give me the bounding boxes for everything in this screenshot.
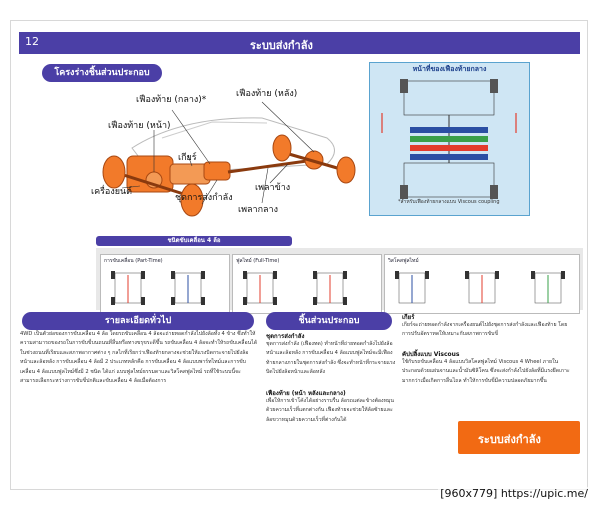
label-transfer: ชุดการส่งกำลัง xyxy=(175,193,233,203)
general-body: 4WD เป็นตัวย่อของการขับเคลื่อน 4 ล้อ โดยรถขับเคลื่อน 4 ล้อจะถ่ายทอดกำลังไปยังล้อทั้ง 4 ข้าง ซึ่งทำให้ความสามารถของรถในการขับขี่บนถนนที่ลื่นหรือทางขรุขระดีขึ้น รถขับเคลื่อน 4 ล้อจะทำให้รถขับเคลื่อนได้ในช่วงถนนที่เรียบและสภาพอากาศต่าง ๆ กลไกที่เรียกว่าเฟืองท้ายกลางจะช่วยให้แรงบิดกระจายไปยังล้อหน้าและล้อหลัง การขับเคลื่อน 4 ล้อมี 2 ประเภทหลักคือ การขับเคลื่อน 4 ล้อแบบพาร์ทไทม์และการขับเคลื่อน 4 ล้อแบบฟูลไทม์ซึ่งมี 2 ชนิด ได้แก่ แบบฟูลไทม์ธรรมดาและวิสโคสฟูลไทม์ รถที่ใช้ระบบนี้จะสามารถเลือกระหว่างการขับขี่ปกติและขับเคลื่อน 4 ล้อเมื่อต้องการ xyxy=(20,331,258,385)
transfer-heading: ชุดการส่งกำลัง xyxy=(266,333,305,340)
center-diff-diagram xyxy=(369,62,530,216)
types-panel xyxy=(96,248,583,310)
gear-body: เกียร์จะถ่ายทอดกำลังจากเครื่องยนต์ไปยังชุดการส่งกำลังและเฟืองท้าย โดยการปรับอัตราทดให้เหมาะกับสภาพการขับขี่ xyxy=(402,322,568,338)
coupling-heading: คัปปลิ้งแบบ Viscous xyxy=(402,351,460,358)
coupling-body: ใช้กับรถขับเคลื่อน 4 ล้อแบบวิสโคสฟูลไทม์ Viscous 4 Wheel ภายในประกอบด้วยแผ่นจานและน้ำมันซิลิโคน ซึ่งจะส่งกำลังไปยังล้อที่มีแรงยึดเกาะมากกว่าเมื่อเกิดการลื่นไถล ทำให้การขับขี่มีความปลอดภัยมากขึ้น xyxy=(402,359,570,384)
label-rear-diff: เฟืองท้าย (หลัง) xyxy=(236,89,298,99)
general-section-title: รายละเอียดทั่วไป xyxy=(22,312,254,330)
types-section-title: ชนิดขับเคลื่อน 4 ล้อ xyxy=(96,236,292,246)
type-card-part-time-label: การขับเคลื่อน (Part-Time) xyxy=(104,258,163,264)
label-side-shaft: เพลาข้าง xyxy=(255,183,291,193)
diff-heading: เฟืองท้าย (หน้า หลังและกลาง) xyxy=(266,390,346,397)
watermark: [960x779] https://upic.me/ xyxy=(440,487,588,500)
transfer-body: ชุดการส่งกำลัง (เฟืองทด) ทำหน้าที่ถ่ายทอดกำลังไปยังล้อหน้าและล้อหลัง การขับเคลื่อน 4 ล้อแบบฟูลไทม์จะมีเฟืองท้ายกลางภายในชุดการส่งกำลัง ซึ่งจะทำหน้าที่กระจายแรงบิดไปยังล้อหน้าและล้อหลัง xyxy=(266,341,396,376)
chassis-section-title: โครงร่างชิ้นส่วนประกอบ xyxy=(42,64,162,82)
diagram-title: หน้าที่ของเฟืองท้ายกลาง xyxy=(412,65,487,73)
type-card-full-time xyxy=(232,254,382,314)
label-engine: เครื่องยนต์ xyxy=(91,187,133,197)
gear-heading: เกียร์ xyxy=(402,314,415,321)
label-front-diff: เฟืองท้าย (หน้า) xyxy=(108,121,171,131)
components-section-title: ชิ้นส่วนประกอบ xyxy=(266,312,392,330)
footer-title: ระบบส่งกำลัง xyxy=(478,433,541,446)
chassis-illustration xyxy=(92,88,362,236)
section-title: ระบบส่งกำลัง xyxy=(250,39,313,52)
label-center-diff: เฟืองท้าย (กลาง)* xyxy=(136,95,207,105)
label-gear: เกียร์ xyxy=(178,153,197,163)
page-number: 12 xyxy=(25,35,39,48)
type-card-viscous xyxy=(384,254,580,314)
diagram-note: *สำหรับเฟืองท้ายกลางแบบ Viscous coupling xyxy=(398,199,500,205)
type-card-viscous-label: วิสโคสฟูลไทม์ xyxy=(388,258,419,264)
type-card-full-time-label: ฟูลไทม์ (Full-Time) xyxy=(236,258,280,264)
type-card-part-time xyxy=(100,254,230,314)
label-prop-shaft: เพลากลาง xyxy=(238,205,278,215)
diff-body: เพื่อให้การเข้าโค้งได้อย่างราบรื่น ล้อรถแต่ละข้างต้องหมุนด้วยความเร็วที่แตกต่างกัน เฟืองท้ายจะช่วยให้ล้อซ้ายและล้อขวาหมุนด้วยความเร็วที่ต่างกันได้ xyxy=(266,398,394,423)
